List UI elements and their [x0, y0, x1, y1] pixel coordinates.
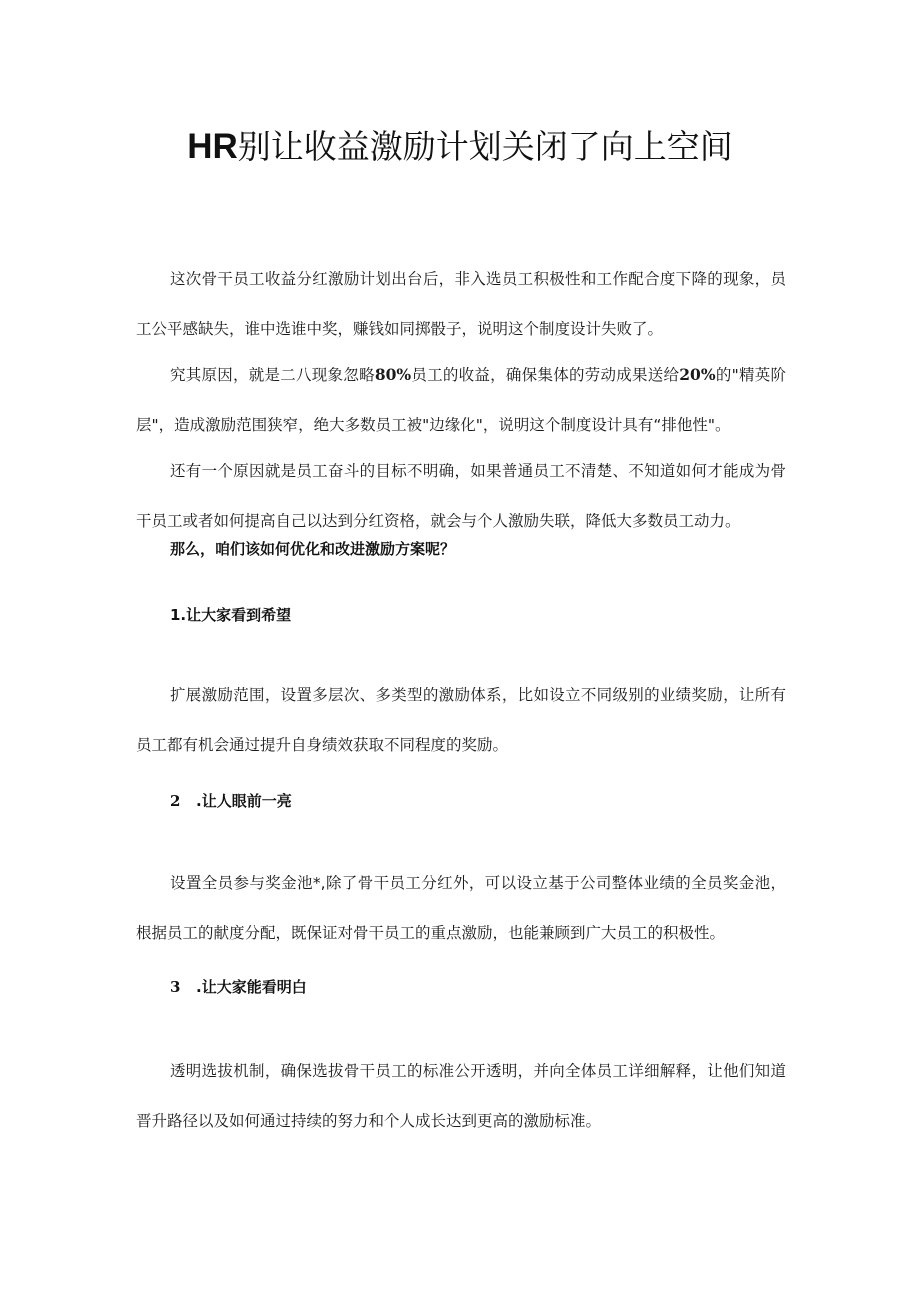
section-heading-3-text: .让大家能看明白 [196, 978, 307, 996]
cause-percent-80: 80% [374, 365, 412, 384]
cause-text-1: 究其原因，就是二八现象忽略 [170, 366, 375, 384]
title-prefix: HR [187, 127, 238, 166]
page-title [0, 124, 920, 170]
paragraph-reason: 还有一个原因就是员工奋斗的目标不明确，如果普通员工不清楚、不知道如何才能成为骨干员工或者如何提高自己以达到分红资格，就会与个人激励失联，降低大多数员工动力。 [136, 462, 786, 530]
paragraph-cause [136, 350, 786, 450]
section-body-2: 设置全员参与奖金池*,除了骨干员工分红外，可以设立基于公司整体业绩的全员奖金池，根据员工的献度分配，既保证对骨干员工的重点激励，也能兼顾到广大员工的积极性。 [136, 874, 786, 942]
section-index-2: 2 [170, 792, 181, 810]
cause-percent-20: 20% [679, 365, 716, 384]
section-body-1: 扩展激励范围，设置多层次、多类型的激励体系，比如设立不同级别的业绩奖励，让所有员工都有机会通过提升自身绩效获取不同程度的奖励。 [136, 686, 786, 754]
section-heading-1: 1.让大家看到希望 [170, 606, 292, 624]
cause-text-3: 的"精英阶层"，造成激励范围狭窄，绝大多数员工被"边缘化"，说明这个制度设计具有“排他性"。 [136, 366, 786, 434]
section-body-3: 透明选拔机制，确保选拔骨干员工的标准公开透明，并向全体员工详细解释，让他们知道晋升路径以及如何通过持续的努力和个人成长达到更高的激励标准。 [136, 1062, 786, 1130]
paragraph-intro: 这次骨干员工收益分红激励计划出台后，非入选员工积极性和工作配合度下降的现象，员工公平感缺失，谁中选谁中奖，赚钱如同掷骰子，说明这个制度设计失败了。 [136, 270, 786, 338]
title-text: 别让收益激励计划关闭了向上空间 [237, 127, 733, 166]
question-heading: 那么，咱们该如何优化和改进激励方案呢？ [170, 540, 456, 558]
section-index-3: 3 [170, 978, 181, 996]
section-heading-3 [170, 976, 307, 998]
section-heading-2-text: .让人眼前一亮 [196, 792, 292, 810]
section-heading-2 [170, 790, 292, 812]
cause-text-2: 员工的收益，确保集体的劳动成果送给 [411, 366, 680, 384]
